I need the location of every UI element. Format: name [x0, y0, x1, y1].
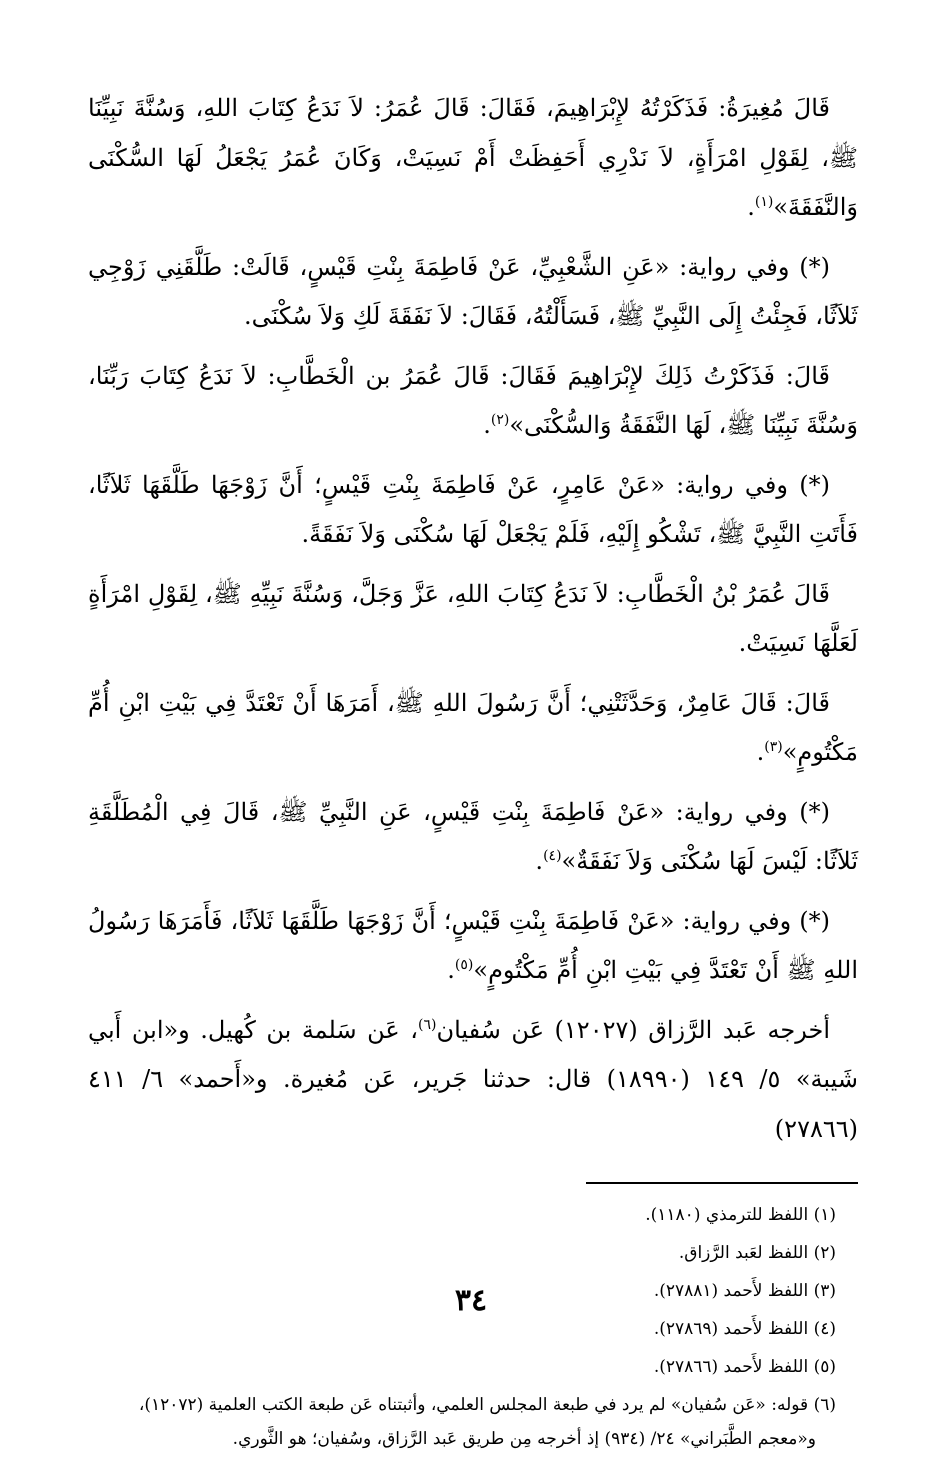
footnote-separator: [586, 1182, 858, 1184]
footnote-2: (٢) اللفظ لعَبد الرَّزاق.: [678, 1243, 836, 1263]
document-page: [88, 84, 858, 1460]
page-number: ٣٤: [454, 1283, 488, 1318]
paragraph-9: [88, 1006, 858, 1155]
footnote-6-line-1: (٦) قوله: «عَن سُفيان» لم يرد في طبعة المجلس العلمي، وأثبتناه عَن طبعة الكتب العلمية (١٢٠٧٢)،: [138, 1395, 836, 1415]
footnote-1: (١) اللفظ للترمذي (١١٨٠).: [645, 1205, 836, 1225]
footnote-6-line-2: و«معجم الطَّبَراني» ٢٤/ (٩٣٤) إذ أخرجه مِن طريق عَبد الرَّزاق، وسُفيان؛ هو الثَّوري.: [232, 1429, 816, 1449]
main-text: [88, 84, 858, 1154]
footnote-6: [88, 1388, 858, 1456]
paragraph-text: أخرجه عَبد الرَّزاق (١٢٠٢٧) عَن سُفيان: [436, 1015, 831, 1044]
paragraph-text: قَالَ: قَالَ عَامِرٌ، وَحَدَّثَتْنِي؛ أَنَّ رَسُولَ اللهِ ﷺ، أَمَرَهَا أَنْ تَعْتَدَّ فِي بَيْتِ ابْنِ أُمِّ مَكْتُومٍ»: [88, 688, 858, 766]
footnote-ref: (٢): [490, 412, 510, 428]
footnote-3: (٣) اللفظ لأَحمد (٢٧٨٨١).: [653, 1281, 836, 1301]
paragraph-2: [88, 243, 858, 342]
footnote-ref: (٥): [454, 957, 474, 973]
footnote-ref: (٦): [418, 1016, 437, 1033]
footnote-4: (٤) اللفظ لأَحمد (٢٧٨٦٩).: [653, 1319, 836, 1339]
paragraph-text: (*) وفي رواية: «عَنْ عَامِرٍ، عَنْ فَاطِمَةَ بِنْتِ قَيْسٍ؛ أَنَّ زَوْجَهَا طَلَّقَهَا ثَلاَثًا، فَأَتَتِ النَّبِيَّ ﷺ، تَشْكُو إِلَيْهِ، فَلَمْ يَجْعَلْ لَهَا سُكْنَى وَلاَ نَفَقَةً.: [88, 470, 858, 548]
footnote-ref: (٤): [543, 848, 562, 864]
paragraph-text-tail: ، عَن سَلمة بن كُهيل. و«ابن أَبي شَيبة» ٥/ ١٤٩ (١٨٩٩٠) قال: حدثنا جَرير، عَن مُغيرة. و«أَحمد» ٦/ ٤١١ (٢٧٨٦٦): [88, 1015, 859, 1143]
paragraph-3: قَالَ: فَذَكَرْتُ ذَلِكَ لإِبْرَاهِيمَ فَقَالَ: قَالَ عُمَرُ بن الْخَطَّابِ: لاَ نَدَعُ كِتَابَ رَبِّنَا، وَسُنَّةَ نَبِيِّنَا ﷺ، لَهَا النَّفَقَةُ وَالسُّكْنَى»$^{(٢)}$.: [88, 361, 858, 439]
footnote-ref: (١): [754, 194, 774, 210]
paragraph-text: قَالَ: فَذَكَرْتُ ذَلِكَ لإِبْرَاهِيمَ فَقَالَ: قَالَ عُمَرُ بن الْخَطَّابِ: لاَ نَدَعُ كِتَابَ رَبِّنَا، وَسُنَّةَ نَبِيِّنَا ﷺ، لَهَا النَّفَقَةُ وَالسُّكْنَى»: [88, 361, 858, 439]
paragraph-1: قَالَ مُغِيرَةُ: فَذَكَرْتُهُ لإِبْرَاهِيمَ، فَقَالَ: قَالَ عُمَرُ: لاَ نَدَعُ كِتَابَ اللهِ، وَسُنَّةَ نَبِيِّنَا ﷺ، لِقَوْلِ امْرَأَةٍ، لاَ نَدْرِي أَحَفِظَتْ أَمْ نَسِيَتْ، وَكَانَ عُمَرُ يَجْعَلُ لَهَا السُّكْنَى وَالنَّفَقَةَ»$^{(١)}$.: [88, 94, 858, 221]
paragraph-text: قَالَ عُمَرُ بْنُ الْخَطَّابِ: لاَ نَدَعُ كِتَابَ اللهِ، عَزَّ وَجَلَّ، وَسُنَّةَ نَبِيِّهِ ﷺ، لِقَوْلِ امْرَأَةٍ لَعَلَّهَا نَسِيَتْ.: [88, 579, 858, 657]
paragraph-text: (*) وفي رواية: «عَنِ الشَّعْبِيِّ، عَنْ فَاطِمَةَ بِنْتِ قَيْسٍ، قَالَتْ: طَلَّقَنِي زَوْجِي ثَلاَثًا، فَجِئْتُ إِلَى النَّبِيِّ ﷺ، فَسَأَلْتُهُ، فَقَالَ: لاَ نَفَقَةَ لَكِ وَلاَ سُكْنَى.: [88, 252, 858, 330]
footnotes: [88, 1198, 858, 1456]
paragraph-text: قَالَ مُغِيرَةُ: فَذَكَرْتُهُ لإِبْرَاهِيمَ، فَقَالَ: قَالَ عُمَرُ: لاَ نَدَعُ كِتَابَ اللهِ، وَسُنَّةَ نَبِيِّنَا ﷺ، لِقَوْلِ امْرَأَةٍ، لاَ نَدْرِي أَحَفِظَتْ أَمْ نَسِيَتْ، وَكَانَ عُمَرُ يَجْعَلُ لَهَا السُّكْنَى وَالنَّفَقَةَ»: [88, 94, 858, 221]
paragraph-7: (*) وفي رواية: «عَنْ فَاطِمَةَ بِنْتِ قَيْسٍ، عَنِ النَّبِيِّ ﷺ، قَالَ فِي الْمُطَلَّقَةِ ثَلاَثًا: لَيْسَ لَهَا سُكْنَى وَلاَ نَفَقَةٌ»$^{(٤)}$.: [88, 797, 858, 875]
paragraph-5: [88, 570, 858, 669]
paragraph-4: [88, 461, 858, 560]
footnote-ref: (٣): [764, 739, 783, 755]
footnote-5: (٥) اللفظ لأَحمد (٢٧٨٦٦).: [653, 1357, 836, 1377]
paragraph-text: (*) وفي رواية: «عَنْ فَاطِمَةَ بِنْتِ قَيْسٍ، عَنِ النَّبِيِّ ﷺ، قَالَ فِي الْمُطَلَّقَةِ ثَلاَثًا: لَيْسَ لَهَا سُكْنَى وَلاَ نَفَقَةٌ»: [88, 797, 858, 875]
paragraph-text: (*) وفي رواية: «عَنْ فَاطِمَةَ بِنْتِ قَيْسٍ؛ أَنَّ زَوْجَهَا طَلَّقَهَا ثَلاَثًا، فَأَمَرَهَا رَسُولُ اللهِ ﷺ أَنْ تَعْتَدَّ فِي بَيْتِ ابْنِ أُمِّ مَكْتُومٍ»: [88, 906, 858, 984]
paragraph-6: قَالَ: قَالَ عَامِرٌ، وَحَدَّثَتْنِي؛ أَنَّ رَسُولَ اللهِ ﷺ، أَمَرَهَا أَنْ تَعْتَدَّ فِي بَيْتِ ابْنِ أُمِّ مَكْتُومٍ»$^{(٣)}$.: [88, 688, 858, 766]
paragraph-8: (*) وفي رواية: «عَنْ فَاطِمَةَ بِنْتِ قَيْسٍ؛ أَنَّ زَوْجَهَا طَلَّقَهَا ثَلاَثًا، فَأَمَرَهَا رَسُولُ اللهِ ﷺ أَنْ تَعْتَدَّ فِي بَيْتِ ابْنِ أُمِّ مَكْتُومٍ»$^{(٥)}$.: [88, 906, 858, 984]
